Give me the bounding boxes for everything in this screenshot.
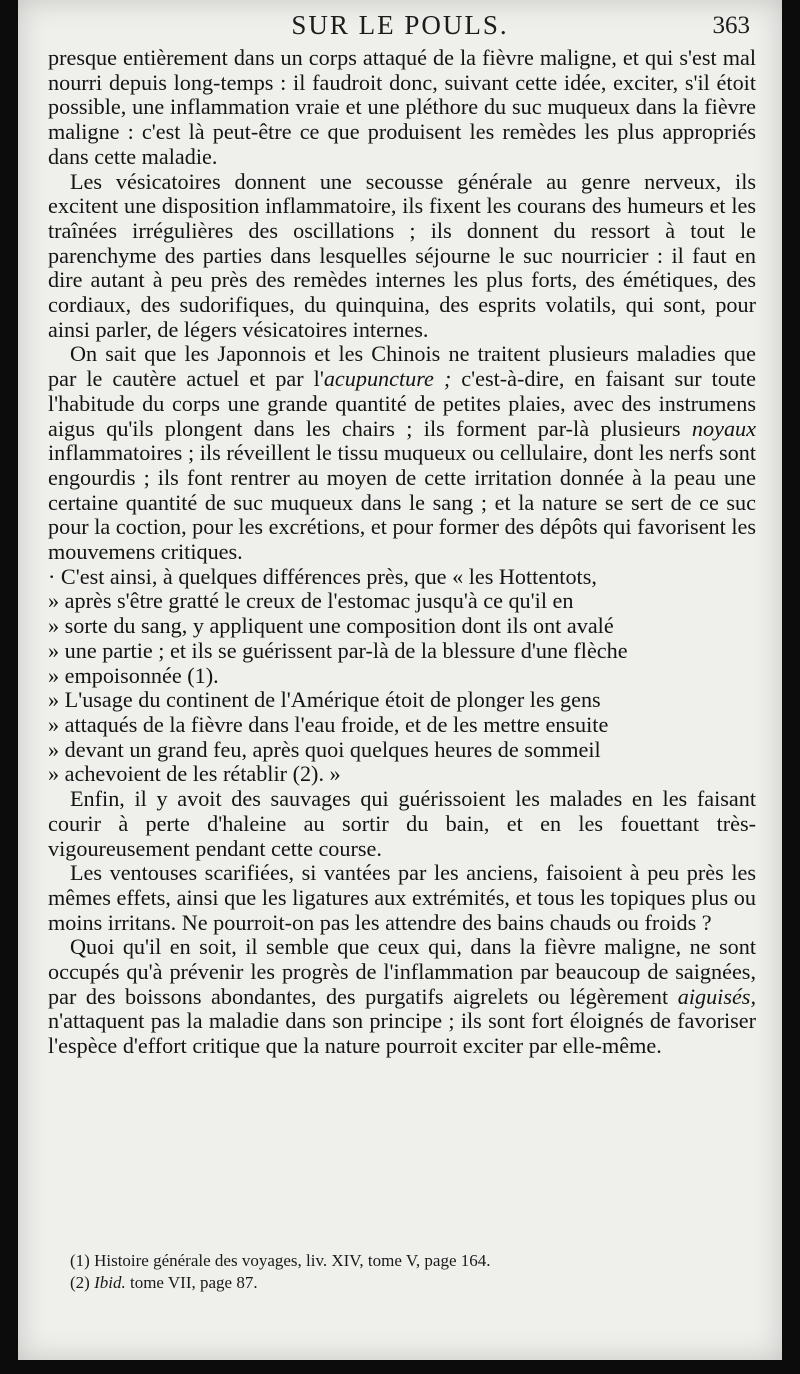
paragraph-conclusion-italic-aiguises: aiguisés, [677, 983, 756, 1009]
footnote-1: (1) Histoire générale des voyages, liv. XIV, tome V, page 164. [70, 1251, 491, 1270]
quote-line: » sorte du sang, y appliquent une composition dont ils ont avalé [48, 613, 614, 639]
page-header [18, 8, 782, 48]
paragraph-3-italic-noyaux: noyaux [691, 415, 756, 441]
quote-line: » achevoient de les rétablir (2). » [48, 761, 341, 787]
book-page [18, 0, 782, 1360]
quote-amerique [48, 688, 756, 787]
paragraph-3-italic-acupuncture: acupuncture ; [323, 366, 452, 392]
paragraph-sauvages: Enfin, il y avoit des sauvages qui guérissoient les malades en les faisant courir à perte d'haleine au sortir du bain, et en les fouettant très-vigoureusement pendant cette course. [48, 786, 756, 861]
paragraph-ventouses: Les ventouses scarifiées, si vantées par les anciens, faisoient à peu près les mêmes effets, ainsi que les ligatures aux extrémités, et tous les topiques plus ou moins irritans. Ne pourroit-on pas les attendre des bains chauds ou froids ? [48, 860, 756, 935]
quote-line: » attaqués de la fièvre dans l'eau froide, et de les mettre ensuite [48, 711, 609, 737]
paragraph-conclusion [48, 935, 756, 1059]
paragraph-conclusion-part-a: Quoi qu'il en soit, il semble que ceux qui, dans la fièvre maligne, ne sont occupés qu'à prévenir les progrès de l'inflammation par beaucoup de saignées, par des boissons abondantes, des purgatifs aigrelets ou légèrement [48, 934, 756, 1009]
paragraph-2: Les vésicatoires donnent une secousse générale au genre nerveux, ils excitent une disposition inflammatoire, ils fixent les courans des humeurs et les traînées irrégulières des oscillations ; ils donnent du ressort à tout le parenchyme des parties dans lesquelles séjourne le suc nourricier : il faut en dire autant à peu près des remèdes internes les plus forts, des émétiques, des cordiaux, des sudorifiques, du quinquina, des esprits volatils, qui sont, pour ainsi parler, de légers vésicatoires internes. [48, 168, 756, 342]
page-number: 363 [712, 12, 750, 39]
quote-hottentots [48, 565, 756, 689]
quote-line: » devant un grand feu, après quoi quelques heures de sommeil [48, 736, 601, 762]
running-title: SUR LE POULS. [291, 10, 509, 40]
paragraph-1: presque entièrement dans un corps attaqué de la fièvre maligne, et qui s'est mal nourri depuis long-temps : il faudroit donc, suivant cette idée, exciter, s'il étoit possible, une inflammation vraie et une pléthore du suc muqueux dans la fièvre maligne : c'est là peut-être ce que produisent les remèdes les plus appropriés dans cette maladie. [48, 45, 756, 169]
footnote-2-ibid: Ibid. [94, 1273, 126, 1292]
footnotes [70, 1250, 750, 1294]
quote-line: · C'est ainsi, à quelques différences près, que « les Hottentots, [48, 563, 597, 589]
body-text [48, 46, 756, 1059]
quote-line: » empoisonnée (1). [48, 662, 219, 688]
paragraph-3-part-a: On sait que les Japonnois et les Chinois ne traitent plusieurs maladies que par le cautère actuel et par l' [48, 341, 756, 392]
paragraph-3-part-b: c'est-à-dire, en faisant sur toute l'habitude du corps une grande quantité de petites plaies, avec des instrumens aigus qu'ils plongent dans les chairs ; ils forment par-là plusieurs [48, 366, 756, 441]
quote-line: » L'usage du continent de l'Amérique étoit de plonger les gens [48, 687, 601, 713]
footnote-2-text: tome VII, page 87. [125, 1273, 258, 1292]
footnote-2 [70, 1272, 750, 1294]
quote-line: » une partie ; et ils se guérissent par-là de la blessure d'une flèche [48, 637, 628, 663]
paragraph-3 [48, 342, 756, 564]
footnote-2-marker: (2) [70, 1273, 90, 1292]
paragraph-3-part-c: inflammatoires ; ils réveillent le tissu muqueux ou cellulaire, dont les nerfs sont engourdis ; ils font rentrer au moyen de cette irritation donnée à la peau une certaine quantité de suc muqueux dans le sang ; et la nature se sert de ce suc pour la coction, pour les excrétions, et pour former des dépôts qui favorisent les mouvemens critiques. [48, 440, 756, 565]
quote-line: » après s'être gratté le creux de l'estomac jusqu'à ce qu'il en [48, 588, 574, 614]
paragraph-conclusion-part-b: n'attaquent pas la maladie dans son principe ; ils sont fort éloignés de favoriser l'espèce d'effort critique que la nature pourroit exciter par elle-même. [48, 1008, 756, 1059]
